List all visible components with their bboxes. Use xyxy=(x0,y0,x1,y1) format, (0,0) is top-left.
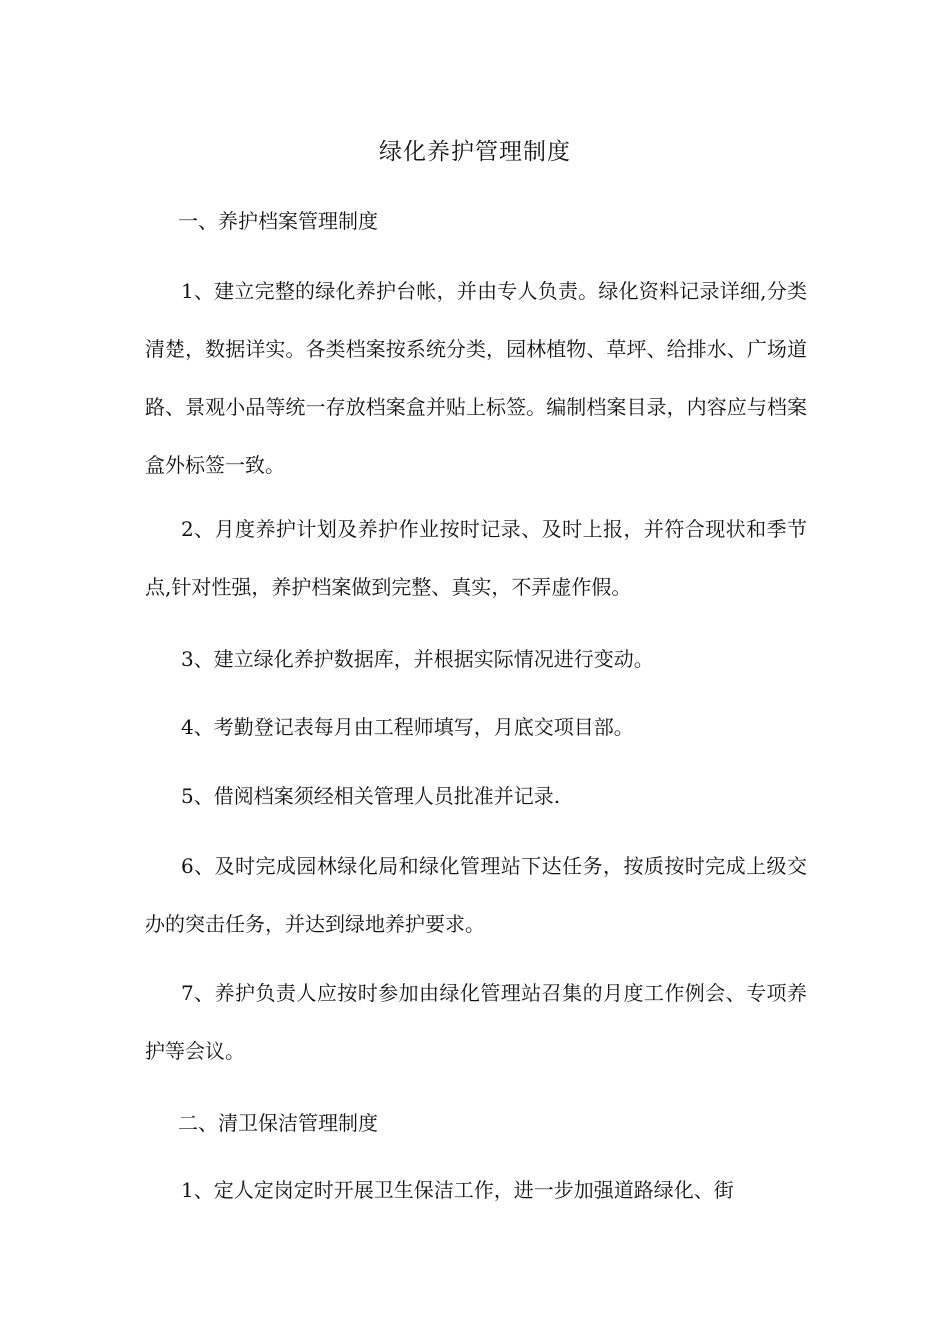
paragraph-1-3: 3、建立绿化养护数据库，并根据实际情况进行变动。 xyxy=(181,647,654,671)
document-title: 绿化养护管理制度 xyxy=(379,139,571,165)
section-heading-2: 二、清卫保洁管理制度 xyxy=(178,1111,378,1135)
paragraph-1-5: 5、借阅档案须经相关管理人员批准并记录. xyxy=(181,784,561,808)
paragraph-1-4: 4、考勤登记表每月由工程师填写，月底交项目部。 xyxy=(181,715,634,739)
paragraph-1-6: 6、及时完成园林绿化局和绿化管理站下达任务，按质按时完成上级交办的突击任务，并达到绿地养护要求。 xyxy=(145,854,807,936)
paragraph-2-1: 1、定人定岗定时开展卫生保洁工作，进一步加强道路绿化、街 xyxy=(181,1178,734,1202)
paragraph-1-1: 1、建立完整的绿化养护台帐，并由专人负责。绿化资料记录详细,分类清楚，数据详实。各类档案按系统分类，园林植物、草坪、给排水、广场道路、景观小品等统一存放档案盒并贴上标签。编制档案目录，内容应与档案盒外标签一致。 xyxy=(145,279,807,477)
paragraph-1-2: 2、月度养护计划及养护作业按时记录、及时上报，并符合现状和季节点,针对性强，养护档案做到完整、真实，不弄虚作假。 xyxy=(145,517,807,599)
paragraph-1-7: 7、养护负责人应按时参加由绿化管理站召集的月度工作例会、专项养护等会议。 xyxy=(145,981,807,1063)
section-heading-1: 一、养护档案管理制度 xyxy=(178,209,378,233)
